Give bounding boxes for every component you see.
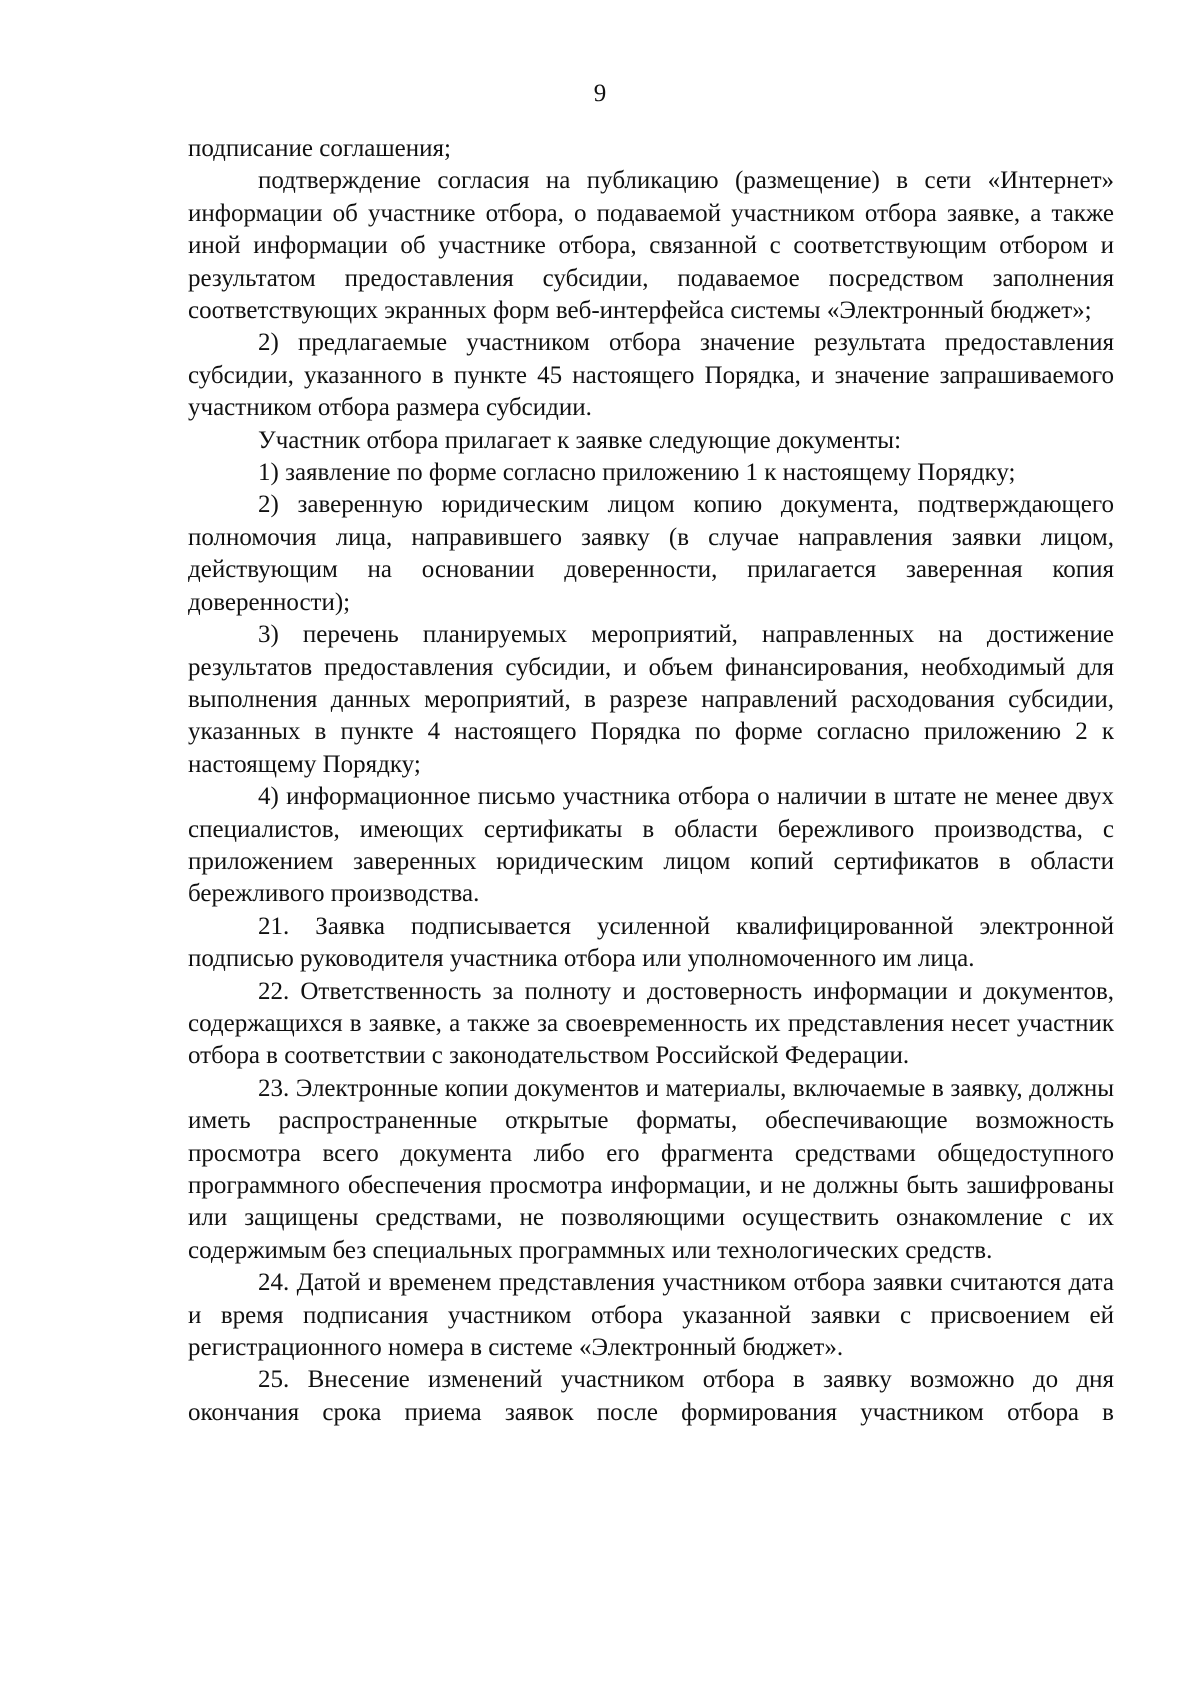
paragraph: 4) информационное письмо участника отбора о наличии в штате не менее двух специалистов, имеющих сертификаты в области бережливого производства, с приложением заверенных юридическим лицом копий сертификатов в области бережливого производства. xyxy=(188,783,1114,908)
paragraph: Участник отбора прилагает к заявке следующие документы: xyxy=(258,426,902,454)
paragraph: подписание соглашения; xyxy=(188,135,451,162)
page-number: 9 xyxy=(593,80,607,107)
document-body xyxy=(188,133,1114,1429)
paragraph: 3) перечень планируемых мероприятий, направленных на достижение результатов предоставления субсидии, и объем финансирования, необходимый для выполнения данных мероприятий, в разрезе направлений расходования субсидии, указанных в пункте 4 настоящего Порядка по форме согласно приложению 2 к настоящему Порядку; xyxy=(188,621,1114,778)
paragraph: 23. Электронные копии документов и материалы, включаемые в заявку, должны иметь распространенные открытые форматы, обеспечивающие возможность просмотра всего документа либо его фрагмента средствами общедоступного программного обеспечения просмотра информации, и не должны быть зашифрованы или защищены средствами, не позволяющими осуществить ознакомление с их содержимым без специальных программных или технологических средств. xyxy=(188,1074,1114,1264)
paragraph: 21. Заявка подписывается усиленной квалифицированной электронной подписью руководителя участника отбора или уполномоченного им лица. xyxy=(188,912,1114,973)
paragraph: 22. Ответственность за полноту и достоверность информации и документов, содержащихся в заявке, а также за своевременность их представления несет участник отбора в соответствии с законодательством Российской Федерации. xyxy=(188,977,1114,1070)
paragraph: 25. Внесение изменений участником отбора в заявку возможно до дня окончания срока приема заявок после формирования участником отбора в xyxy=(188,1366,1114,1426)
paragraph: подтверждение согласия на публикацию (размещение) в сети «Интернет» информации об участнике отбора, о подаваемой участником отбора заявке, а также иной информации об участнике отбора, связанной с соответствующим отбором и результатом предоставления субсидии, подаваемое посредством заполнения соответствующих экранных форм веб-интерфейса системы «Электронный бюджет»; xyxy=(188,167,1114,325)
paragraph: 2) заверенную юридическим лицом копию документа, подтверждающего полномочия лица, направившего заявку (в случае направления заявки лицом, действующим на основании доверенности, прилагается заверенная копия доверенности); xyxy=(188,491,1114,616)
paragraph: 1) заявление по форме согласно приложению 1 к настоящему Порядку; xyxy=(258,459,1016,487)
paragraph: 2) предлагаемые участником отбора значение результата предоставления субсидии, указанного в пункте 45 настоящего Порядка, и значение запрашиваемого участником отбора размера субсидии. xyxy=(188,329,1114,422)
paragraph: 24. Датой и временем представления участником отбора заявки считаются дата и время подписания участником отбора указанной заявки с присвоением ей регистрационного номера в системе «Электронный бюджет». xyxy=(188,1269,1114,1362)
